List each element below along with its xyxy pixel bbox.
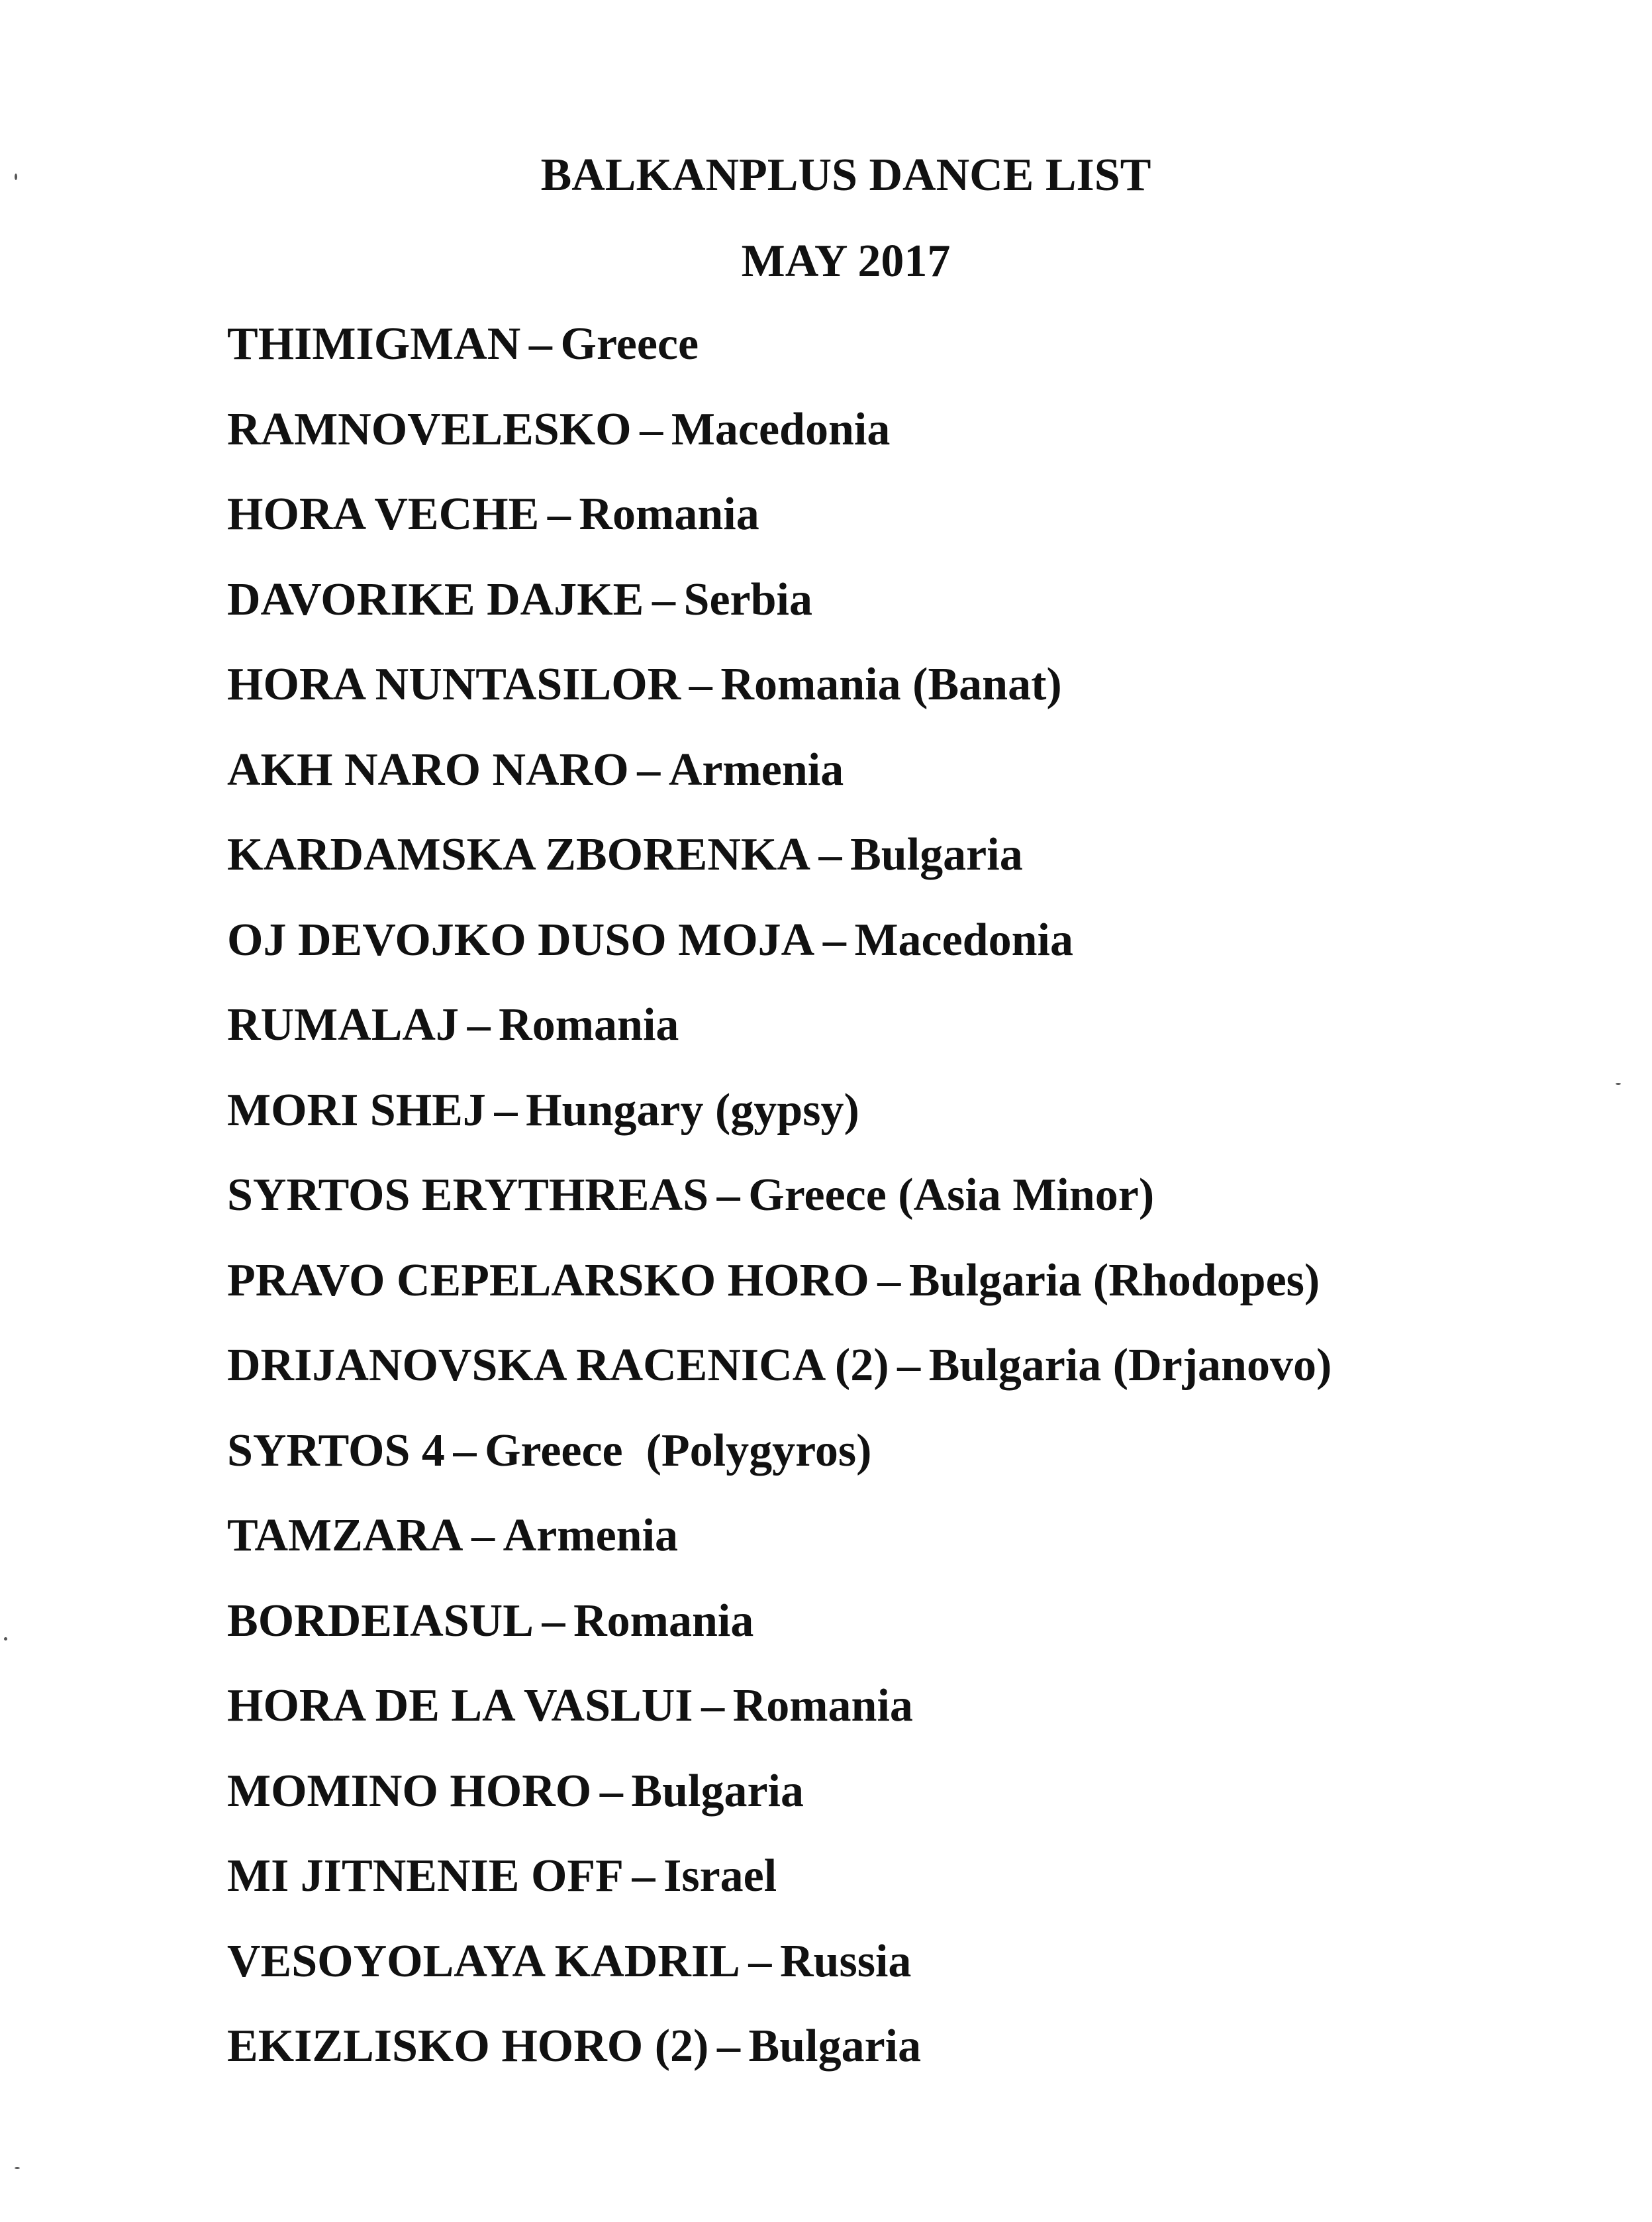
dance-name: THIMIGMAN	[227, 319, 521, 370]
dance-name: RUMALAJ	[227, 999, 459, 1050]
dance-item	[227, 2020, 1332, 2105]
dance-item	[227, 1850, 1332, 1935]
dance-separator: –	[640, 403, 663, 455]
dance-name: HORA VECHE	[227, 489, 540, 540]
dance-origin: Romania	[573, 1595, 754, 1646]
dance-name: MORI SHEJ	[227, 1084, 486, 1136]
dance-origin: Greece	[560, 319, 699, 370]
dance-origin: Serbia	[683, 574, 812, 625]
dance-name: KARDAMSKA ZBORENKA	[227, 829, 810, 880]
dance-item	[227, 914, 1332, 999]
dance-origin: Bulgaria	[850, 829, 1023, 880]
dance-separator: –	[542, 1595, 565, 1646]
dance-name: PRAVO CEPELARSKO HORO	[227, 1254, 869, 1306]
dance-separator: –	[652, 574, 675, 625]
dance-separator: –	[599, 1765, 623, 1817]
dance-item	[227, 829, 1332, 914]
dance-separator: –	[877, 1254, 901, 1306]
dance-separator: –	[701, 1680, 725, 1731]
dance-origin: Greece (Polygyros)	[485, 1425, 872, 1476]
dance-item	[227, 488, 1332, 574]
dance-separator: –	[471, 1510, 495, 1561]
dance-origin: Bulgaria (Rhodopes)	[908, 1254, 1320, 1306]
dance-item	[227, 1084, 1332, 1170]
dance-item	[227, 403, 1332, 489]
dance-item	[227, 318, 1332, 403]
dance-separator: –	[467, 999, 491, 1050]
dance-separator: –	[689, 659, 712, 710]
dance-separator: –	[716, 2021, 740, 2072]
dance-name: OJ DEVOJKO DUSO MOJA	[227, 914, 815, 966]
scan-speck	[1616, 1083, 1621, 1085]
dance-origin: Bulgaria	[631, 1765, 804, 1817]
dance-origin: Romania	[499, 999, 679, 1050]
dance-separator: –	[818, 829, 842, 880]
dance-origin: Russia	[779, 1935, 912, 1987]
dance-separator: –	[494, 1084, 518, 1136]
dance-origin: Armenia	[668, 744, 844, 795]
dance-separator: –	[632, 1850, 656, 1901]
dance-name: SYRTOS ERYTHREAS	[227, 1170, 709, 1221]
dance-name: MOMINO HORO	[227, 1765, 592, 1817]
dance-name: DAVORIKE DAJKE	[227, 574, 644, 625]
dance-item	[227, 1595, 1332, 1680]
dance-name: RAMNOVELESKO	[227, 403, 632, 455]
dance-origin: Hungary (gypsy)	[526, 1084, 859, 1136]
dance-item	[227, 574, 1332, 659]
dance-name: AKH NARO NARO	[227, 744, 629, 795]
scan-speck	[4, 1637, 7, 1641]
dance-separator: –	[637, 744, 661, 795]
dance-item	[227, 1339, 1332, 1425]
dance-separator: –	[748, 1935, 772, 1987]
dance-origin: Bulgaria	[748, 2021, 922, 2072]
dance-separator: –	[453, 1425, 477, 1476]
dance-list	[227, 318, 1332, 2105]
dance-item	[227, 658, 1332, 744]
dance-origin: Romania (Banat)	[720, 659, 1062, 710]
dance-name: TAMZARA	[227, 1510, 463, 1561]
dance-item	[227, 1509, 1332, 1595]
dance-name: HORA DE LA VASLUI	[227, 1680, 693, 1731]
dance-origin: Romania	[579, 489, 759, 540]
scan-speck	[15, 2167, 20, 2169]
dance-name: SYRTOS 4	[227, 1425, 445, 1476]
dance-name: BORDEIASUL	[227, 1595, 534, 1646]
dance-separator: –	[528, 319, 552, 370]
dance-origin: Macedonia	[854, 914, 1073, 966]
dance-name: HORA NUNTASILOR	[227, 659, 681, 710]
dance-origin: Bulgaria (Drjanovo)	[928, 1340, 1332, 1391]
dance-origin: Israel	[663, 1850, 777, 1901]
dance-name: VESOYOLAYA KADRIL	[227, 1935, 740, 1987]
dance-item	[227, 1765, 1332, 1850]
dance-origin: Macedonia	[671, 403, 891, 455]
scan-speck	[15, 174, 17, 180]
dance-origin: Armenia	[503, 1510, 679, 1561]
dance-name: EKIZLISKO HORO (2)	[227, 2021, 709, 2072]
dance-name: MI JITNENIE OFF	[227, 1850, 624, 1901]
dance-item	[227, 1680, 1332, 1765]
dance-separator: –	[547, 489, 571, 540]
dance-item	[227, 744, 1332, 829]
dance-separator: –	[822, 914, 846, 966]
dance-item	[227, 1935, 1332, 2021]
page-title: BALKANPLUS DANCE LIST	[540, 150, 1151, 201]
dance-item	[227, 1254, 1332, 1340]
dance-item	[227, 999, 1332, 1084]
dance-name: DRIJANOVSKA RACENICA (2)	[227, 1340, 889, 1391]
dance-separator: –	[897, 1340, 921, 1391]
dance-item	[227, 1169, 1332, 1254]
dance-item	[227, 1425, 1332, 1510]
page-date: MAY 2017	[741, 236, 951, 287]
dance-origin: Romania	[732, 1680, 913, 1731]
dance-origin: Greece (Asia Minor)	[748, 1170, 1155, 1221]
dance-separator: –	[716, 1170, 740, 1221]
